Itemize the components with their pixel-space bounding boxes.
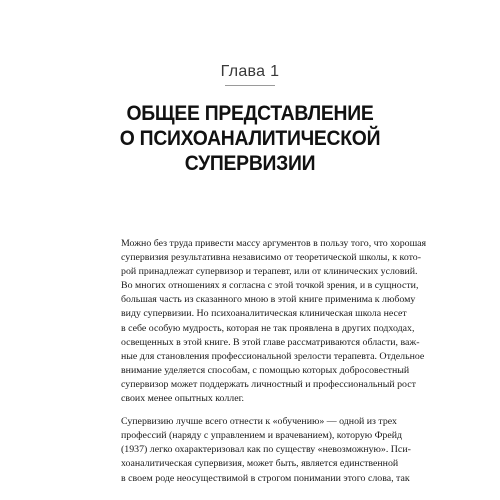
text-line: (1937) легко охарактеризовал как по существу «невозможную». Пси- — [121, 444, 411, 456]
text-line: профессий (наряду с управлением и врачеванием), которую Фрейд — [121, 430, 403, 442]
chapter-divider — [225, 85, 275, 86]
chapter-title-line: О ПСИХОАНАЛИТИЧЕСКОЙ — [119, 126, 381, 150]
text-line: Можно без труда привести массу аргументов в пользу того, что хорошая — [121, 238, 427, 249]
text-line: в своем роде неосуществимой в строгом понимании этого слова, так — [121, 472, 410, 484]
text-line: виду супервизии. Но психоаналитическая клиническая школа несет — [121, 308, 407, 320]
text-line: Супервизию лучше всего отнести к «обучению» — одной из трех — [121, 416, 397, 428]
chapter-title-line: СУПЕРВИЗИИ — [184, 151, 316, 175]
chapter-label: Глава 1 — [220, 63, 280, 80]
text-line: рой принадлежат супервизор и терапевт, или от клинических условий. — [121, 266, 418, 278]
text-line: Во многих отношениях я согласна с этой точкой зрения, и в сущности, — [121, 280, 419, 292]
text-line: супервизор может поддержать личностный и профессиональный рост — [121, 378, 416, 390]
chapter-title — [25, 101, 475, 176]
text-line: в себе особую мудрость, которая не так проявлена в других подходах, — [121, 322, 415, 334]
chapter-title-line: ОБЩЕЕ ПРЕДСТАВЛЕНИЕ — [126, 101, 374, 125]
paragraph-1 — [121, 237, 427, 406]
text-line: своих менее опытных коллег. — [121, 393, 245, 405]
text-line: ные для становления профессиональной зрелости терапевта. Отдельное — [121, 350, 425, 362]
paragraph-2 — [121, 415, 411, 485]
text-line: хоаналитическая супервизия, может быть, является единственной — [121, 458, 399, 470]
body-text — [121, 237, 427, 486]
text-line: большая часть из сказанного мною в этой книге применима к любому — [121, 294, 416, 306]
text-line: внимание уделяется способам, с помощью которых добросовестный — [121, 364, 410, 376]
text-line: освещенных в этой книге. В этой главе рассматриваются области, важ- — [121, 336, 420, 348]
text-line: супервизия результативна независимо от теоретической школы, к кото- — [121, 252, 422, 264]
